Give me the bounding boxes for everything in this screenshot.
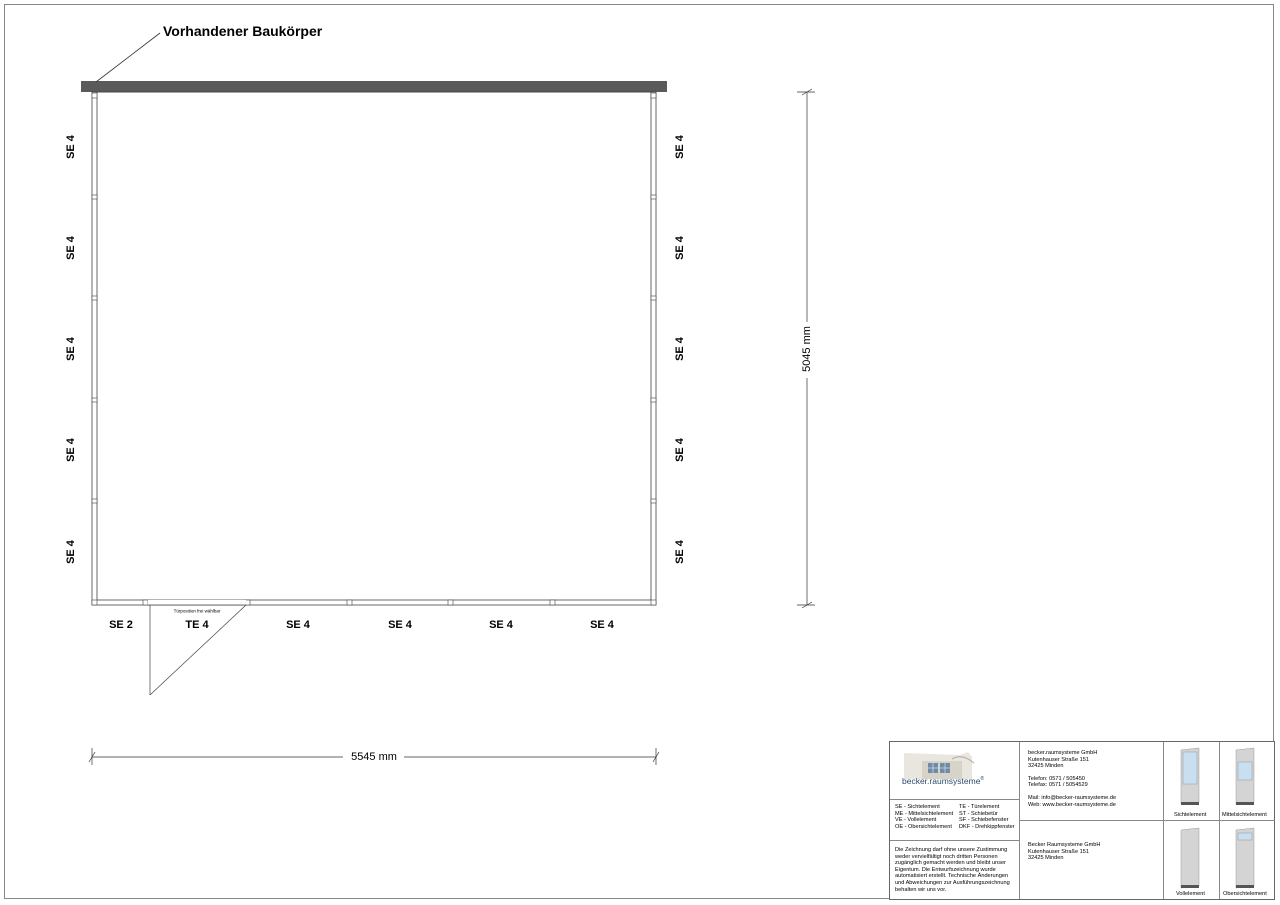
company-info-bottom — [1028, 842, 1100, 862]
door-swing — [148, 600, 246, 695]
existing-building-bar — [81, 81, 667, 92]
existing-building-label: Vorhandener Baukörper — [163, 23, 323, 39]
disclaimer-line: automatisiert erstellt. Technische Änderungen — [895, 873, 1009, 880]
legend-item: TE - Türelement — [959, 804, 1000, 810]
legend-item: VE - Vollelement — [895, 817, 937, 824]
vollelement-preview — [1181, 828, 1199, 888]
left-wall-joints — [92, 93, 97, 605]
company-city: 32425 Minden — [1028, 855, 1064, 862]
element-previews — [1164, 742, 1276, 899]
element-label: Sichtelement — [1174, 812, 1207, 818]
dim-height-text: 5045 mm — [801, 326, 813, 372]
element-label: Mittelsichtelement — [1222, 812, 1267, 818]
element-label: Vollelement — [1176, 891, 1205, 897]
bottom-wall-label: SE 2 — [109, 619, 133, 631]
company-info — [1028, 750, 1116, 808]
company-mail: Mail: info@becker-raumsysteme.de — [1028, 794, 1117, 801]
right-wall-label: SE 4 — [674, 540, 686, 564]
disclaimer — [895, 847, 1010, 893]
element-label: Obersichtelement — [1223, 891, 1267, 897]
existing-building-leader — [96, 33, 160, 82]
legend-left — [895, 804, 953, 830]
title-block — [889, 741, 1275, 900]
left-wall-label: SE 4 — [65, 438, 77, 462]
company-fax: Telefax: 0571 / 5054529 — [1028, 782, 1088, 789]
disclaimer-line: weder vervielfältigt noch dritten Personen — [895, 853, 998, 860]
legend-item: SF - Schiebefenster — [959, 817, 1009, 824]
bottom-wall-label: SE 4 — [489, 619, 513, 631]
left-wall-label: SE 4 — [65, 540, 77, 564]
bottom-wall-label: SE 4 — [388, 619, 412, 631]
disclaimer-line: Eigentum. Die Entwurfszeichnung wurde — [895, 866, 996, 873]
legend-right — [959, 804, 1015, 830]
right-wall-joints — [651, 93, 656, 605]
disclaimer-line: behalten wir uns vor. — [895, 886, 947, 893]
disclaimer-line: und Abweichungen zur Ausführungszeichnung — [895, 879, 1010, 886]
left-wall-label: SE 4 — [65, 236, 77, 260]
legend-item: OE - Obersichtelement — [895, 823, 952, 830]
legend-item: DKF - Drehkippfenster — [959, 823, 1015, 830]
sichtelement-preview — [1181, 748, 1199, 805]
right-wall-label: SE 4 — [674, 236, 686, 260]
bottom-wall-label: SE 4 — [590, 619, 614, 631]
bottom-wall-label: SE 4 — [286, 619, 310, 631]
company-street: Kutenhauser Straße 151 — [1028, 848, 1089, 855]
disclaimer-line: zugänglich gemacht werden und bleibt unser — [895, 860, 1007, 867]
disclaimer-line: Die Zeichnung darf ohne unsere Zustimmung — [895, 847, 1008, 853]
legend-item: ME - Mittelsichtelement — [895, 810, 954, 817]
legend-item: SE - Sichtelement — [895, 804, 940, 810]
company-street: Kutenhauser Straße 151 — [1028, 756, 1089, 763]
left-wall-label: SE 4 — [65, 337, 77, 361]
company-web: Web: www.becker-raumsysteme.de — [1028, 801, 1116, 808]
left-wall-label: SE 4 — [65, 135, 77, 159]
right-wall-label: SE 4 — [674, 438, 686, 462]
company-city: 32425 Minden — [1028, 763, 1064, 770]
bottom-wall-label: TE 4 — [185, 619, 209, 631]
company-phone: Telefon: 0571 / 505450 — [1028, 775, 1085, 782]
dim-width-text: 5545 mm — [351, 751, 397, 763]
company-name: becker.raumsysteme GmbH — [1028, 750, 1098, 756]
company-logo — [902, 749, 1012, 793]
obersichtelement-preview — [1236, 828, 1254, 888]
legend-item: ST - Schiebetür — [959, 810, 998, 817]
right-wall-label: SE 4 — [674, 337, 686, 361]
right-wall-label: SE 4 — [674, 135, 686, 159]
logo-text: becker.raumsysteme® — [902, 776, 985, 786]
mittelsichtelement-preview — [1236, 748, 1254, 805]
company-name: Becker Raumsysteme GmbH — [1028, 842, 1101, 848]
door-note: Türposition frei wählbar — [173, 608, 221, 614]
wall-outline — [92, 92, 656, 605]
